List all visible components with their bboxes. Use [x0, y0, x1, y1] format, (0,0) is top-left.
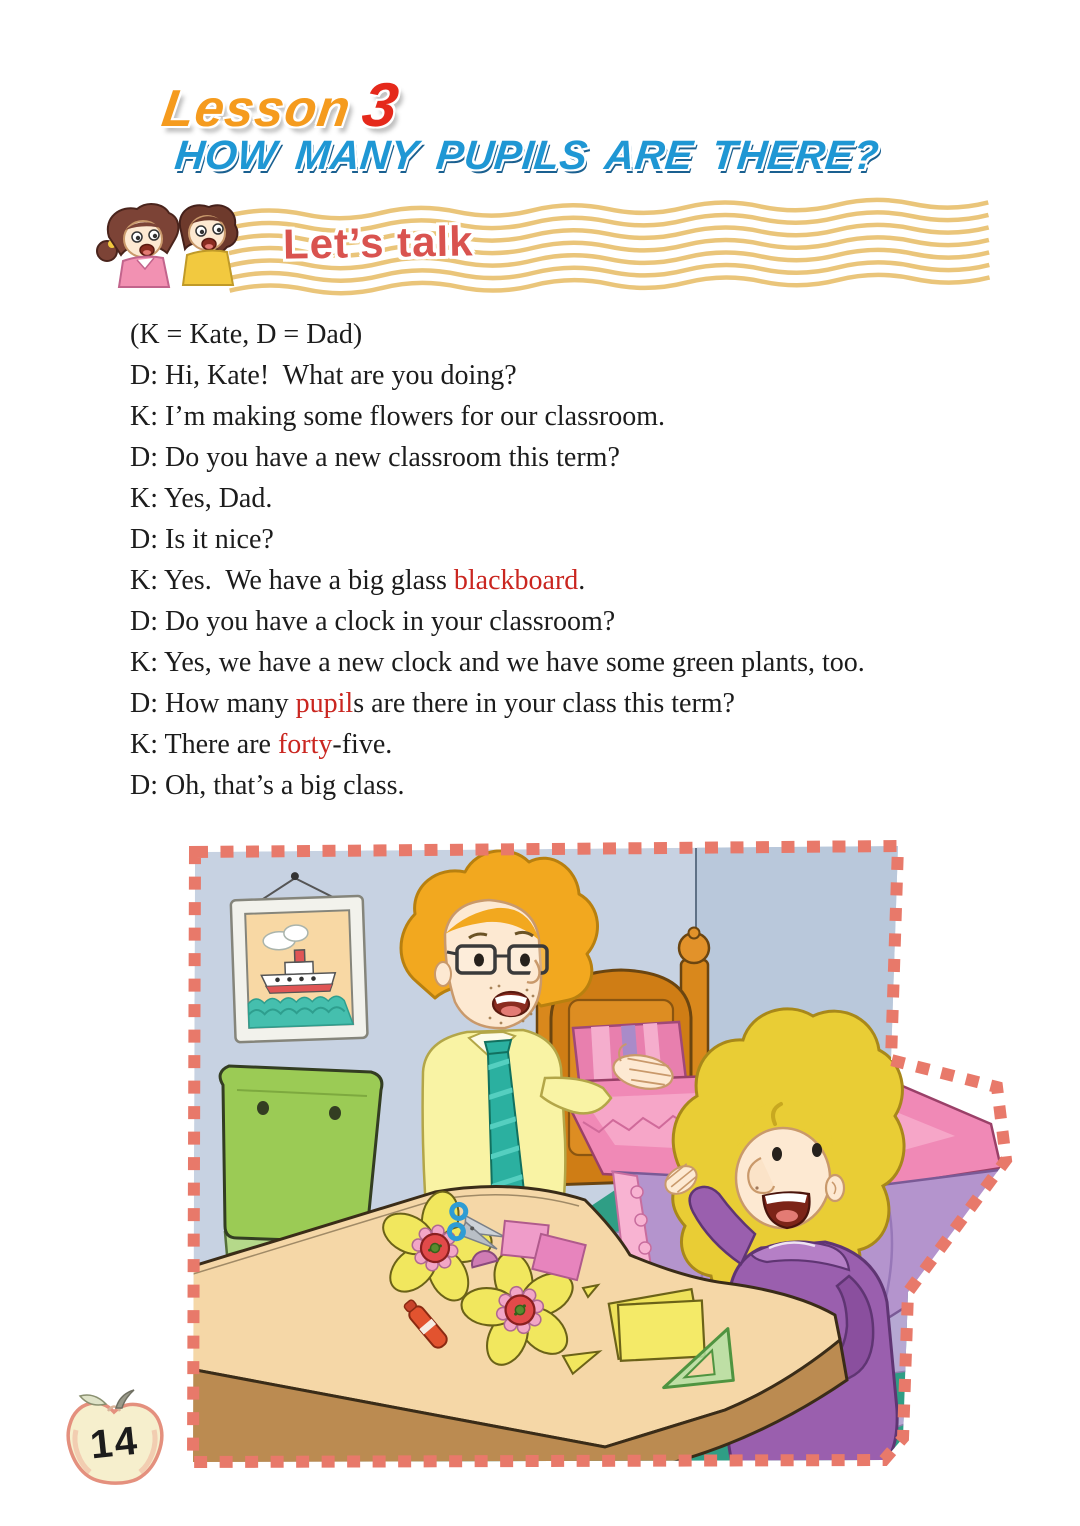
dialogue-text: D: Is it nice? [130, 524, 274, 555]
dialogue-line [130, 437, 970, 478]
lesson-label: Lesson [158, 80, 355, 138]
dialogue-line [130, 642, 970, 683]
dialogue-text: K: Yes. We have a big glass [130, 565, 454, 596]
dialogue-line [130, 560, 970, 601]
boy-avatar [180, 205, 238, 285]
dialogue-line [130, 765, 970, 806]
page-title: HOW MANY PUPILS ARE THERE? [172, 132, 882, 178]
dialogue-text: D: Do you have a clock in your classroom? [130, 606, 616, 637]
page-number: 14 [88, 1418, 141, 1468]
dialogue-text: (K = Kate, D = Dad) [130, 319, 363, 350]
dialogue-line [130, 601, 970, 642]
dialogue-text: D: Do you have a new classroom this term? [130, 442, 620, 473]
lesson-heading [158, 70, 403, 141]
dialogue-text: K: There are [130, 729, 278, 760]
highlighted-word: pupil [295, 688, 354, 719]
kids-icon [95, 199, 260, 299]
girl-avatar [97, 204, 178, 287]
dialogue-text: . [578, 565, 586, 596]
dialogue-text: -five. [332, 729, 393, 760]
highlighted-word: blackboard [453, 565, 579, 596]
page-number-apple [62, 1386, 168, 1496]
dialogue-line [130, 683, 970, 724]
dialogue-text: s are there in your class this term? [353, 688, 735, 719]
dialogue-text: K: Yes, we have a new clock and we have some green plants, too. [130, 647, 865, 678]
dialogue-text: K: Yes, Dad. [130, 483, 273, 514]
dialogue [130, 314, 970, 806]
section-label: Let’s talk [282, 217, 474, 268]
illustration [185, 840, 1015, 1472]
dialogue-line [130, 478, 970, 519]
lesson-number: 3 [358, 71, 403, 140]
dialogue-line [130, 724, 970, 765]
lets-talk-banner [95, 193, 990, 305]
dialogue-text: D: Hi, Kate! What are you doing? [130, 360, 517, 391]
dialogue-line [130, 314, 970, 355]
dialogue-line [130, 519, 970, 560]
dialogue-text: D: Oh, that’s a big class. [130, 770, 405, 801]
dialogue-text: K: I’m making some flowers for our classroom. [130, 401, 665, 432]
dialogue-text: D: How many [130, 688, 296, 719]
dialogue-line [130, 355, 970, 396]
highlighted-word: forty [277, 729, 333, 760]
dialogue-line [130, 396, 970, 437]
